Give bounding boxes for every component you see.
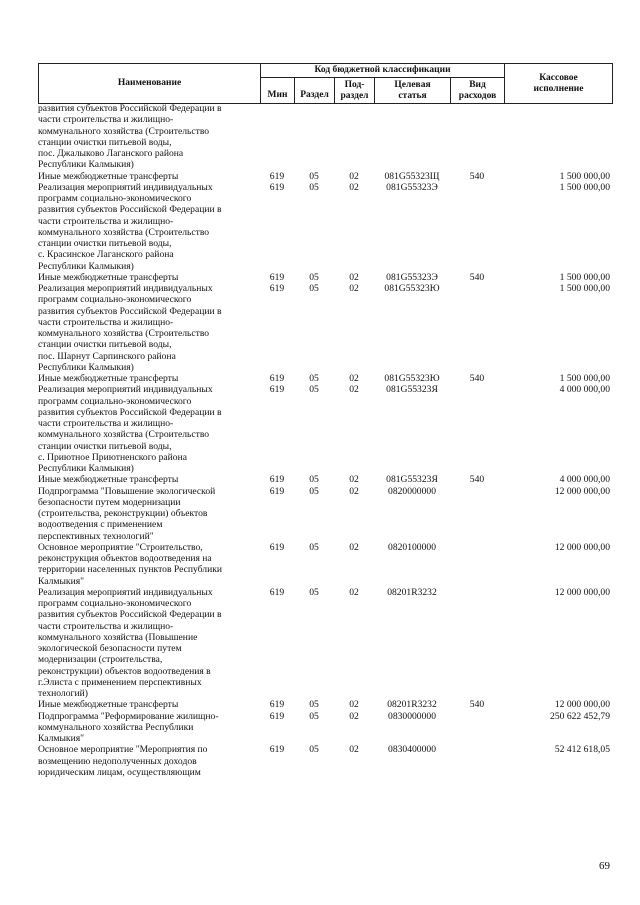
table-row: [38, 103, 612, 171]
row-stat: 081G55323Я: [386, 384, 438, 396]
row-name: Иные межбюджетные трансферты: [38, 699, 179, 711]
row-sum: 250 622 452,79: [550, 710, 610, 722]
row-name: Иные межбюджетные трансферты: [38, 474, 179, 486]
header-vid: Вид расходов: [451, 78, 505, 104]
row-min: 619: [269, 170, 285, 182]
table-row: [38, 711, 612, 745]
row-razdel: 05: [309, 283, 319, 294]
row-razdel: 05: [309, 384, 319, 396]
table-row: [38, 272, 612, 283]
table-row: [38, 171, 612, 182]
row-name: Иные межбюджетные трансферты: [38, 373, 179, 384]
row-podr: 02: [349, 541, 359, 553]
row-name: Реализация мероприятий индивидуальных программ социально-экономического развития субъектов Российской Федерации в части строительства и жилищно- коммунального хозяйства (Строительство станции очистки питьевой воды, пос. Шарнут Сарпинского района Республики Калмыкия): [38, 283, 222, 373]
header-name: Наименование: [39, 64, 261, 104]
row-stat: 08201R3232: [387, 586, 437, 598]
row-podr: 02: [349, 744, 359, 756]
row-sum: 1 500 000,00: [559, 373, 610, 384]
row-min: 619: [269, 699, 285, 711]
row-name: Подпрограмма "Реформирование жилищно- коммунального хозяйства Республики Калмыкия": [38, 710, 219, 744]
row-stat: 081G55323Э: [386, 271, 438, 283]
row-sum: 52 412 618,05: [554, 744, 610, 756]
row-sum: 12 000 000,00: [554, 699, 610, 711]
row-podr: 02: [349, 181, 359, 193]
row-min: 619: [269, 283, 285, 294]
row-name: Реализация мероприятий индивидуальных программ социально-экономического развития субъектов Российской Федерации в части строительства и жилищно- коммунального хозяйства (Повышение экологической безопасности путем модернизации (строительства, реконструкции) объектов водоотведения в г.Элиста с применением перспективных технологий): [38, 586, 222, 699]
header-stat: Целевая статья: [375, 78, 451, 104]
table-row: [38, 699, 612, 710]
row-sum: 1 500 000,00: [559, 170, 610, 182]
row-podr: 02: [349, 170, 359, 182]
table-row: [38, 182, 612, 272]
header-podrazdel: Под- раздел: [335, 78, 375, 104]
header-min: Мин: [261, 78, 295, 104]
row-razdel: 05: [309, 586, 319, 598]
header-code-group: Код бюджетной классификации: [261, 64, 505, 78]
row-name: Иные межбюджетные трансферты: [38, 271, 179, 283]
row-razdel: 05: [309, 744, 319, 756]
row-podr: 02: [349, 474, 359, 486]
row-min: 619: [269, 474, 285, 486]
table-row: [38, 486, 612, 542]
row-stat: 081G55323Щ: [384, 170, 440, 182]
header-razdel: Раздел: [295, 78, 335, 104]
row-stat: 081G55323Ю: [384, 283, 440, 294]
row-sum: 12 000 000,00: [554, 485, 610, 497]
row-name: Иные межбюджетные трансферты: [38, 170, 179, 182]
row-stat: 081G55323Я: [386, 474, 438, 486]
row-min: 619: [269, 271, 285, 283]
row-min: 619: [269, 384, 285, 396]
row-min: 619: [269, 485, 285, 497]
table-row: [38, 474, 612, 485]
row-vid: 540: [469, 170, 485, 182]
table-row: [38, 542, 612, 587]
row-razdel: 05: [309, 699, 319, 711]
row-razdel: 05: [309, 373, 319, 384]
row-name: Основное мероприятие "Строительство, реконструкция объектов водоотведения на территории населенных пунктов Республики Калмыкия": [38, 541, 223, 587]
row-stat: 0820000000: [388, 485, 436, 497]
row-sum: 1 500 000,00: [559, 283, 610, 294]
row-razdel: 05: [309, 710, 319, 722]
row-razdel: 05: [309, 181, 319, 193]
row-sum: 4 000 000,00: [559, 384, 610, 396]
row-podr: 02: [349, 384, 359, 396]
table-body: [38, 103, 612, 778]
row-vid: 540: [469, 271, 485, 283]
row-podr: 02: [349, 373, 359, 384]
row-podr: 02: [349, 485, 359, 497]
row-min: 619: [269, 541, 285, 553]
row-name: Реализация мероприятий индивидуальных программ социально-экономического развития субъектов Российской Федерации в части строительства и жилищно- коммунального хозяйства (Строительство станции очистки питьевой воды, с. Приютное Приютненского района Республики Калмыкия): [38, 384, 222, 474]
table-header: [38, 63, 613, 104]
row-min: 619: [269, 710, 285, 722]
table-row: [38, 744, 612, 778]
row-razdel: 05: [309, 485, 319, 497]
table-row: [38, 384, 612, 474]
row-sum: 1 500 000,00: [559, 271, 610, 283]
row-name: Подпрограмма "Повышение экологической безопасности путем модернизации (строительства, реконструкции) объектов водоотведения с применением перспективных технологий": [38, 485, 216, 542]
row-stat: 081G55323Ю: [384, 373, 440, 384]
row-vid: 540: [469, 474, 485, 486]
row-name: Реализация мероприятий индивидуальных программ социально-экономического развития субъектов Российской Федерации в части строительства и жилищно- коммунального хозяйства (Строительство станции очистки питьевой воды, с. Красинское Лаганского района Республики Калмыкия): [38, 181, 222, 272]
row-podr: 02: [349, 271, 359, 283]
row-sum: 12 000 000,00: [554, 541, 610, 553]
row-podr: 02: [349, 699, 359, 711]
row-sum: 1 500 000,00: [559, 181, 610, 193]
row-min: 619: [269, 744, 285, 756]
row-razdel: 05: [309, 474, 319, 486]
row-vid: 540: [469, 373, 485, 384]
row-vid: 540: [469, 699, 485, 711]
row-podr: 02: [349, 283, 359, 294]
table-row: [38, 587, 612, 700]
row-stat: 08201R3232: [387, 699, 437, 711]
row-razdel: 05: [309, 170, 319, 182]
header-kassa: Кассовое исполнение: [505, 64, 613, 104]
row-razdel: 05: [309, 541, 319, 553]
row-stat: 0830400000: [388, 744, 436, 756]
row-stat: 0830000000: [388, 710, 436, 722]
row-sum: 12 000 000,00: [554, 586, 610, 598]
row-stat: 081G55323Э: [386, 181, 438, 193]
row-name: развития субъектов Российской Федерации в части строительства и жилищно- коммунального хозяйства (Строительство станции очистки питьевой воды, пос. Джалыково Лаганского района Республики Калмыкия): [38, 103, 222, 171]
row-stat: 0820100000: [388, 541, 436, 553]
row-min: 619: [269, 181, 285, 193]
row-sum: 4 000 000,00: [559, 474, 610, 486]
page-number: 69: [599, 860, 610, 872]
table-row: [38, 373, 612, 384]
row-min: 619: [269, 373, 285, 384]
row-podr: 02: [349, 710, 359, 722]
row-podr: 02: [349, 586, 359, 598]
table-row: [38, 283, 612, 373]
row-razdel: 05: [309, 271, 319, 283]
row-min: 619: [269, 586, 285, 598]
row-name: Основное мероприятие "Мероприятия по возмещению недополученных доходов юридическим лицам, осуществляющим: [38, 744, 208, 778]
